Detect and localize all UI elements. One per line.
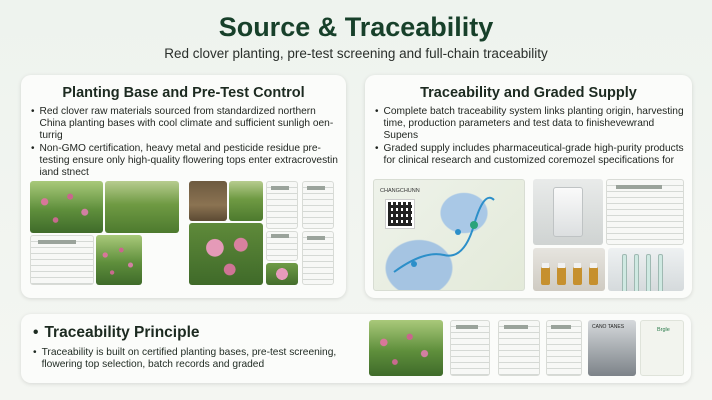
red-clover-flower-photo: [266, 263, 298, 285]
bullet-item: [375, 143, 684, 167]
tube-icon: [634, 254, 639, 291]
bullet-icon: •: [31, 143, 35, 154]
test-report-doc: [302, 181, 334, 229]
powder-bag-photo: [533, 179, 603, 245]
lab-facility-photo: [588, 320, 636, 376]
batch-record-sheet: [606, 179, 684, 245]
flowering-top-photo: [189, 223, 263, 285]
certificate-doc: [266, 181, 298, 229]
bullet-icon: •: [31, 106, 35, 117]
bottle-icon: [573, 267, 582, 285]
traceability-bullets: [375, 106, 684, 168]
soil-photo: [189, 181, 227, 221]
supply-route-line: [374, 180, 525, 291]
clover-field-photo: [30, 181, 103, 233]
seedling-photo: [229, 181, 263, 221]
traceability-principle-card: [21, 314, 691, 383]
principle-text: [33, 347, 363, 371]
principle-text-body: Traceability is built on certified planting bases, pre-test screening, flowering top selection, batch records and graded: [41, 347, 337, 370]
bullet-text: Complete batch traceability system links planting origin, harvesting time, production parameters and test data to finishevewrand Supens: [383, 106, 684, 141]
tube-icon: [646, 254, 651, 291]
inspection-report-doc: [30, 235, 94, 285]
principle-title-text: Traceability Principle: [44, 324, 200, 341]
traceability-card: [365, 75, 692, 298]
tube-icon: [622, 254, 627, 291]
planting-base-title: Planting Base and Pre-Test Control: [62, 85, 305, 101]
extract-bottles-photo: [533, 248, 605, 291]
test-tubes-photo: [608, 248, 684, 291]
bullet-text: Non-GMO certification, heavy metal and pesticide residue pre-testing ensure only high-quality flowering tops enter extracrovestin iand stnect: [39, 143, 338, 178]
bottle-icon: [589, 267, 598, 285]
plain-caption: Brgle: [657, 327, 670, 333]
bullet-item: [31, 106, 338, 142]
doc-caption: CANO TANES: [592, 324, 625, 330]
tube-icon: [658, 254, 663, 291]
bullet-icon: •: [375, 143, 379, 154]
bullet-icon: •: [33, 324, 39, 341]
batch-record-doc: [546, 320, 582, 376]
traceability-map: [373, 179, 525, 291]
clover-closeup-photo: [96, 235, 142, 285]
bullet-text: Graded supply includes pharmaceutical-grade high-purity products for clinical research and customized coremozel specifications for: [383, 143, 684, 166]
batch-record-doc: [302, 231, 334, 285]
bullet-item: [375, 106, 684, 142]
bullet-icon: •: [375, 106, 379, 117]
inspection-doc: [498, 320, 540, 376]
label-card: [640, 320, 684, 376]
certificate-doc: [450, 320, 490, 376]
page-subtitle: Red clover planting, pre-test screening and full-chain traceability: [164, 46, 548, 61]
principle-title: [33, 324, 200, 342]
map-city-label: CHANGCHUNN: [380, 188, 420, 194]
bullet-text: Red clover raw materials sourced from standardized northern China planting bases with cool climate and sufficient sunligh oen-turrig: [39, 106, 334, 141]
traceability-title: Traceability and Graded Supply: [420, 85, 637, 101]
bullet-icon: •: [33, 347, 37, 358]
page-title: Source & Traceability: [218, 12, 494, 42]
bullet-item: [31, 143, 338, 179]
planting-base-bullets: [31, 106, 338, 180]
bottle-icon: [557, 267, 566, 285]
planting-field-photo: [105, 181, 179, 233]
clover-flower-photo: [369, 320, 443, 376]
planting-base-card: [21, 75, 346, 298]
bottle-icon: [541, 267, 550, 285]
sample-bag-icon: [553, 187, 584, 237]
lab-sheet-doc: [266, 231, 298, 261]
